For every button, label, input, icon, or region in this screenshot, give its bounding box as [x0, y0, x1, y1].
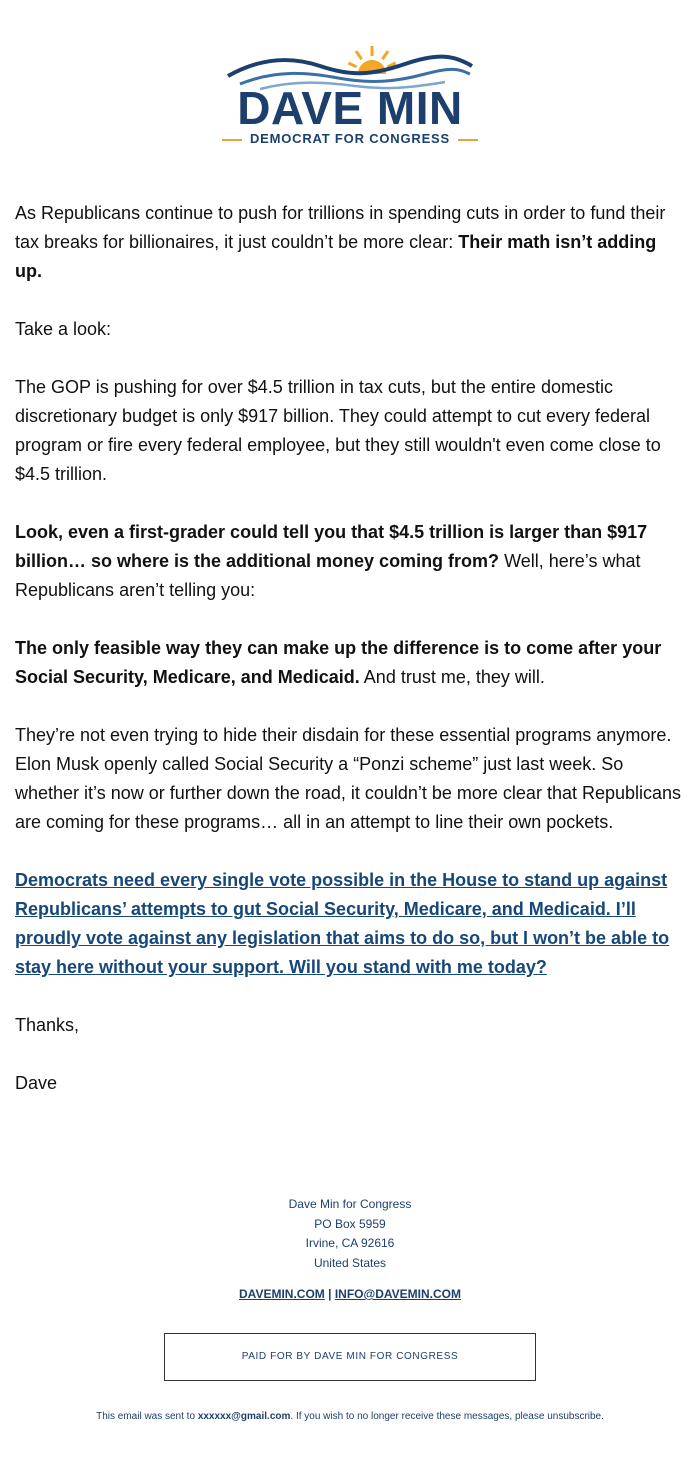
unsubscribe-notice [0, 1409, 700, 1425]
paragraph-take-a-look: Take a look: [15, 319, 112, 339]
cta-link[interactable]: Democrats need every single vote possible in the House to stand up against Republicans’ attempts to gut Social Security, Medicare, and Medicaid. I’ll proudly vote against any legislation that aims to do so, but I won’t be able to stay here without your support. Will you stand with me today? [15, 870, 670, 977]
footer-city: Irvine, CA 92616 [305, 1236, 395, 1250]
intro-bold: Their math isn’t adding up. [15, 232, 657, 281]
paragraph-first-grader [15, 518, 685, 605]
sent-email: xxxxxx@gmail.com [197, 1411, 291, 1422]
intro-text: As Republicans continue to push for trillions in spending cuts in order to fund their tax breaks for billionaires, it just couldn’t be more clear: [15, 203, 666, 252]
signature: Dave [15, 1073, 58, 1093]
sent-prefix: This email was sent to [96, 1411, 198, 1422]
email-body [15, 199, 685, 1127]
first-grader-bold: Look, even a first-grader could tell you that $4.5 trillion is larger than $917 billion… so where is the additional money coming from? [15, 522, 648, 571]
paragraph-cta [15, 866, 685, 982]
footer-address [0, 1195, 700, 1273]
email-link[interactable]: INFO@DAVEMIN.COM [334, 1287, 461, 1301]
paragraph-disdain: They’re not even trying to hide their disdain for these essential programs anymore. Elon Musk openly called Social Security a “Ponzi scheme” just last week. So whether it’s now or further down the road, it couldn’t be more clear that Republicans are coming for these programs… all in an attempt to line their own pockets. [15, 725, 682, 832]
first-grader-text: Well, here’s what Republicans aren’t telling you: [15, 551, 641, 600]
footer-org: Dave Min for Congress [288, 1197, 412, 1211]
logo-tagline-text: DEMOCRAT FOR CONGRESS [249, 131, 450, 146]
footer-country: United States [313, 1255, 387, 1270]
footer-links [0, 1285, 700, 1303]
campaign-logo[interactable] [0, 40, 700, 150]
feasible-way-text: And trust me, they will. [359, 667, 545, 687]
feasible-way-bold: The only feasible way they can make up the difference is to come after your Social Security, Medicare, and Medicaid. [15, 638, 662, 687]
paragraph-feasible-way [15, 634, 685, 692]
tagline-rule-right [458, 139, 478, 141]
link-separator: | [328, 1287, 332, 1301]
unsubscribe-text[interactable]: . If you wish to no longer receive these messages, please unsubscribe. [290, 1411, 604, 1422]
logo-name: DAVE MIN [237, 82, 463, 134]
tagline-rule-left [222, 139, 242, 141]
paragraph-gop-tax-cuts: The GOP is pushing for over $4.5 trillion in tax cuts, but the entire domestic discretionary budget is only $917 billion. They could attempt to cut every federal program or fire every federal employee, but they still wouldn't even come close to $4.5 trillion. [15, 377, 661, 484]
paid-for-disclaimer: PAID FOR BY DAVE MIN FOR CONGRESS [164, 1333, 536, 1381]
website-link[interactable]: DAVEMIN.COM [239, 1287, 325, 1301]
logo-tagline [0, 131, 700, 147]
footer-po-box: PO Box 5959 [314, 1216, 386, 1231]
paragraph-intro [15, 199, 685, 286]
signoff: Thanks, [15, 1015, 80, 1035]
